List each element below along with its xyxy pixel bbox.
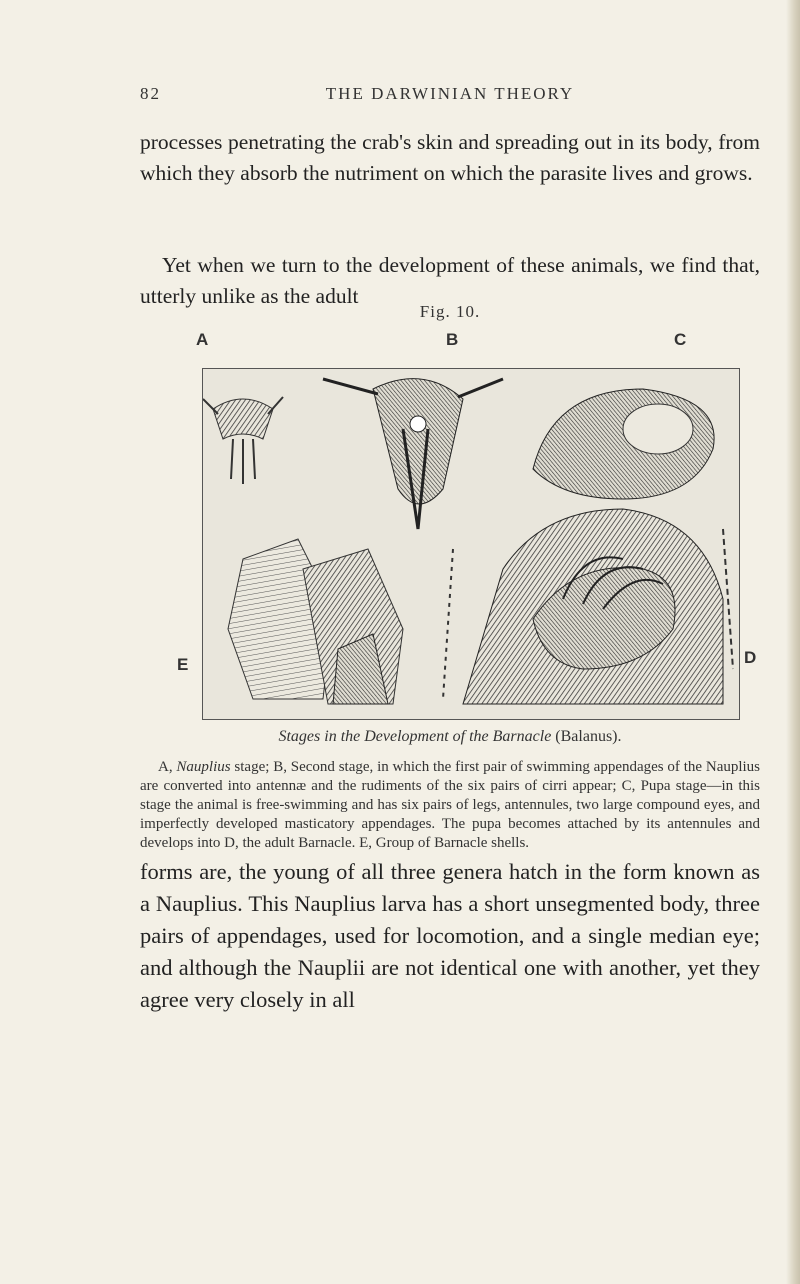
nauplius-figure-a: [203, 397, 283, 484]
page-header: [140, 84, 760, 108]
legend-text: stage; B, Second stage, in which the first pair of swimming appendages of the Nauplius are converted into antennæ and the rudiments of the six pairs of cirri appear; C, Pupa stage—in this stage the animal is free-swimming and has six pairs of legs, antennules, two large compound eyes, and imperfectly developed masticatory appendages. The pupa becomes attached by its antennules and develops into D, the adult Barnacle. E, Group of Barnacle shells.: [140, 759, 761, 851]
plate-title-rest: (Balanus).: [555, 728, 622, 745]
pupa-figure-c: [533, 389, 714, 499]
barnacle-engraving-plate: [202, 368, 740, 720]
paragraph-1: processes penetrating the crab's skin and spreading out in its body, from which they absorb the nutriment on which the parasite lives and grows.: [140, 130, 760, 185]
figure-letter-b: B: [446, 330, 459, 349]
adult-barnacle-figure-d: [443, 509, 733, 704]
second-stage-figure-b: [323, 379, 503, 529]
figure-label: Fig. 10.: [419, 302, 481, 321]
running-head: THE DARWINIAN THEORY: [325, 84, 575, 103]
figure-letter-e: E: [177, 655, 189, 674]
figure-letter-d: D: [744, 648, 757, 667]
figure-legend: [140, 758, 760, 853]
figure-letter-a: A: [196, 330, 209, 349]
legend-a-label: A,: [158, 759, 173, 775]
paragraph-3: forms are, the young of all three genera hatch in the form known as a Nauplius. This Nauplius larva has a short unsegmented body, three pairs of appendages, used for locomotion, and a single median eye; and although the Nauplii are not identical one with another, yet they agree very closely in all: [140, 859, 760, 1012]
page-edge-shadow: [786, 0, 800, 1284]
plate-title-italic: Stages in the Development of the Barnacle: [278, 728, 552, 745]
page-number: 82: [140, 84, 161, 103]
paragraph-2: Yet when we turn to the development of these animals, we find that, utterly unlike as the adult: [140, 253, 760, 308]
barnacle-engraving-illustration: [203, 369, 739, 719]
plate-title: [140, 728, 760, 746]
legend-a-term: Nauplius: [176, 759, 231, 775]
figure-letters-row: [140, 330, 760, 354]
figure-letter-c: C: [674, 330, 687, 349]
barnacle-shell-group-e: [228, 539, 403, 704]
